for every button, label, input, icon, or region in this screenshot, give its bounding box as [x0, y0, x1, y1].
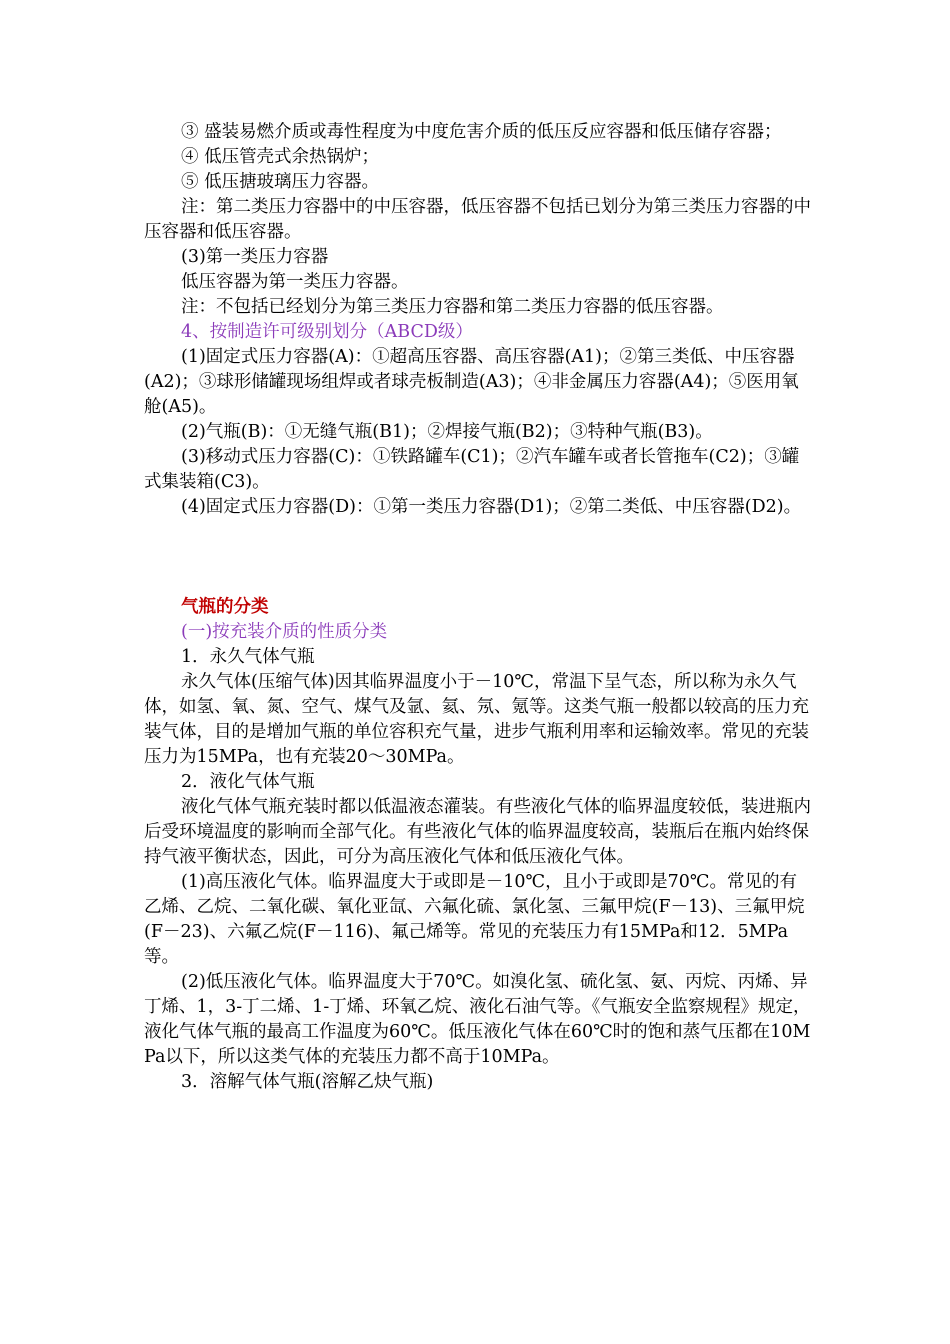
paragraph: (1)高压液化气体。临界温度大于或即是－10℃，且小于或即是70℃。常见的有乙烯、乙烷、二氧化碳、氧化亚氙、六氟化硫、氯化氢、三氟甲烷(F－13)、三氟甲烷(F－23)、六氟乙烷(F－116)、氟己烯等。常见的充装压力有15MPa和12．5MPa等。	[144, 872, 805, 967]
paragraph: ④ 低压管壳式余热锅炉；	[181, 147, 380, 167]
paragraph: 永久气体(压缩气体)因其临界温度小于－10℃，常温下呈气态，所以称为永久气体，如氢、氧、氮、空气、煤气及氩、氦、氖、氪等。这类气瓶一般都以较高的压力充装气体，目的是增加气瓶的单位容积充气量，进步气瓶利用率和运输效率。常见的充装压力为15MPa，也有充装20～30MPa。	[144, 672, 809, 767]
paragraph: (3)第一类压力容器	[181, 247, 329, 267]
paragraph: 1．永久气体气瓶	[181, 647, 315, 667]
paragraph: 2．液化气体气瓶	[181, 772, 315, 792]
paragraph: (4)固定式压力容器(D)：①第一类压力容器(D1)；②第二类低、中压容器(D2)。	[181, 497, 802, 517]
paragraph: (3)移动式压力容器(C)：①铁路罐车(C1)；②汽车罐车或者长管拖车(C2)；③罐式集装箱(C3)。	[144, 447, 800, 492]
spacer	[144, 520, 812, 595]
paragraph: ⑤ 低压搪玻璃压力容器。	[181, 172, 380, 192]
page-title: 气瓶的分类	[181, 597, 269, 617]
paragraph: (2)低压液化气体。临界温度大于70℃。如溴化氢、硫化氢、氨、丙烷、丙烯、异丁烯、1，3-丁二烯、1-丁烯、环氧乙烷、液化石油气等。《气瓶安全监察规程》规定，液化气体气瓶的最高工作温度为60℃。低压液化气体在60℃时的饱和蒸气压都在10MPa以下，所以这类气体的充装压力都不高于10MPa。	[144, 972, 811, 1067]
paragraph: 注：第二类压力容器中的中压容器，低压容器不包括已划分为第三类压力容器的中压容器和低压容器。	[144, 197, 811, 242]
paragraph: ③ 盛装易燃介质或毒性程度为中度危害介质的低压反应容器和低压储存容器；	[181, 122, 782, 142]
paragraph: 注：不包括已经划分为第三类压力容器和第二类压力容器的低压容器。	[181, 297, 724, 317]
paragraph: (1)固定式压力容器(A)：①超高压容器、高压容器(A1)；②第三类低、中压容器(A2)；③球形储罐现场组焊或者球壳板制造(A3)；④非金属压力容器(A4)；⑤医用氧舱(A5)。	[144, 347, 799, 417]
section-heading: (一)按充装介质的性质分类	[181, 622, 388, 642]
paragraph: 低压容器为第一类压力容器。	[181, 272, 409, 292]
document-body	[144, 120, 812, 1095]
paragraph: 3．溶解气体气瓶(溶解乙炔气瓶)	[181, 1072, 434, 1092]
section-heading: 4、按制造许可级别划分（ABCD级）	[181, 322, 473, 342]
paragraph: 液化气体气瓶充装时都以低温液态灌装。有些液化气体的临界温度较低，装进瓶内后受环境温度的影响而全部气化。有些液化气体的临界温度较高，装瓶后在瓶内始终保持气液平衡状态，因此，可分为高压液化气体和低压液化气体。	[144, 797, 811, 867]
paragraph: (2)气瓶(B)：①无缝气瓶(B1)；②焊接气瓶(B2)；③特种气瓶(B3)。	[181, 422, 713, 442]
